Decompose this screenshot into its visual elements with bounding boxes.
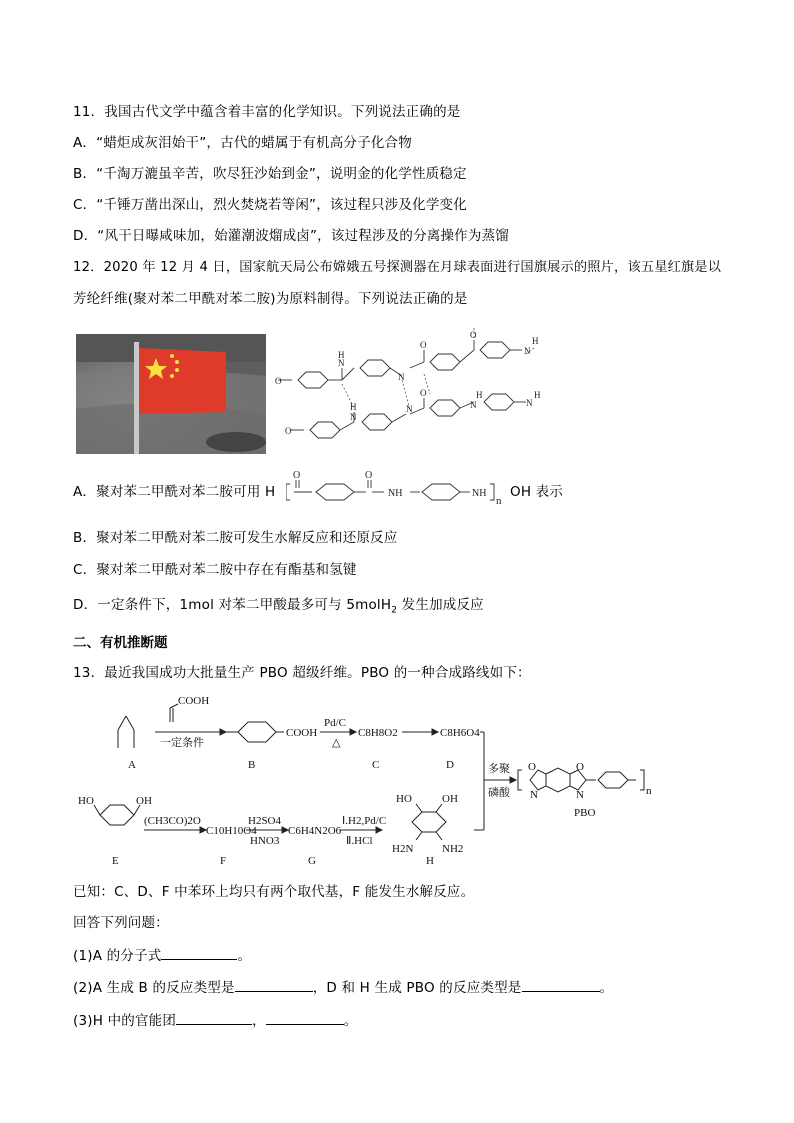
answer-blank-1[interactable] [161, 945, 237, 960]
scheme-ac2o: (CH3CO)2O [144, 815, 201, 827]
label-f: F [220, 855, 227, 867]
label-g: G [308, 855, 316, 867]
q12-option-b: B．聚对苯二甲酰对苯二胺可发生水解反应和还原反应 [73, 530, 398, 546]
q12-option-d [73, 595, 484, 621]
scheme-f-formula: C10H10O4 [206, 825, 257, 837]
struct-h-3: H [350, 402, 357, 412]
scheme-h2so4: H2SO4 [248, 815, 282, 827]
q13-part3-post: 。 [343, 1013, 358, 1029]
poly-o-1: O [293, 470, 301, 481]
answer-blank-4[interactable] [176, 1010, 252, 1025]
struct-n-2: N [398, 372, 405, 382]
scheme-h-oh: OH [442, 793, 458, 805]
struct-n-4: N [350, 412, 357, 422]
struct-n-3: N [524, 346, 531, 356]
pbo-synthesis-scheme [70, 690, 710, 870]
q13-part3 [73, 1010, 357, 1031]
q12-stem-line1: 12．2020 年 12 月 4 日，国家航天局公布嫦娥五号探测器在月球表面进行国旗展示的照片，该五星红旗是以 [73, 260, 722, 275]
q12-option-a-post: OH 表示 [510, 484, 564, 500]
label-h: H [426, 855, 434, 867]
q13-stem: 13．最近我国成功大批量生产 PBO 超级纤维。PBO 的一种合成路线如下： [73, 665, 531, 681]
scheme-g-formula: C6H4N2O6 [288, 825, 342, 837]
q12-option-d-sub: 2 [391, 605, 398, 616]
scheme-b-cooh: COOH [286, 727, 318, 739]
scheme-pbo-n: n [646, 785, 652, 797]
scheme-polyacid1: 多聚 [488, 762, 510, 775]
q12-option-a-pre: A．聚对苯二甲酰对苯二胺可用 H [73, 484, 276, 500]
answer-blank-2[interactable] [235, 977, 313, 992]
scheme-e-ho: HO [78, 795, 94, 807]
scheme-pdc: Pd/C [324, 717, 347, 729]
scheme-d-formula: C8H6O4 [440, 727, 480, 739]
struct-n-7: N [526, 398, 533, 408]
q13-part2-post: 。 [599, 980, 614, 996]
struct-h-2: H [532, 336, 539, 346]
scheme-step1: Ⅰ.H2,Pd/C [342, 815, 387, 827]
q12-stem-line2: 芳纶纤维(聚对苯二甲酰对苯二胺)为原料制得。下列说法正确的是 [73, 291, 468, 307]
scheme-c-formula: C8H8O2 [358, 727, 398, 739]
scheme-cooh: COOH [178, 695, 210, 707]
struct-n-1: N [338, 358, 345, 368]
q13-part1-post: 。 [237, 948, 252, 964]
scheme-pbo-n2: N [576, 789, 584, 801]
struct-o-5: O [285, 426, 292, 436]
q13-part3-pre: (3)H 中的官能团 [73, 1013, 177, 1029]
struct-n-5: N [406, 404, 413, 414]
struct-o-3: O [470, 330, 477, 340]
label-d: D [446, 759, 454, 771]
struct-o-4: O [420, 388, 427, 398]
q13-answer-intro: 回答下列问题： [73, 915, 169, 931]
q13-part1-pre: (1)A 的分子式 [73, 948, 162, 964]
q13-known: 已知：C、D、F 中苯环上均只有两个取代基，F 能发生水解反应。 [73, 884, 475, 900]
label-a: A [128, 759, 136, 771]
scheme-pbo-o1: O [528, 761, 536, 773]
aramid-hydrogen-bond-structure [270, 318, 550, 458]
poly-nh-2: NH [472, 488, 487, 499]
scheme-pbo-n1: N [530, 789, 538, 801]
label-pbo: PBO [574, 807, 596, 819]
q11-option-c: C．“千锤万凿出深山，烈火焚烧若等闲”，该过程只涉及化学变化 [73, 197, 467, 213]
poly-n: n [496, 495, 502, 507]
q11-option-b: B．“千淘万漉虽辛苦，吹尽狂沙始到金”，说明金的化学性质稳定 [73, 166, 467, 182]
scheme-hno3: HNO3 [250, 835, 280, 847]
q13-part2-mid: ，D 和 H 生成 PBO 的反应类型是 [312, 980, 522, 996]
q13-part3-mid: ， [252, 1013, 266, 1029]
scheme-e-oh: OH [136, 795, 152, 807]
answer-blank-5[interactable] [266, 1010, 344, 1025]
scheme-step2: Ⅱ.HCl [346, 835, 373, 847]
q12-option-c: C．聚对苯二甲酰对苯二胺中存在有酯基和氢键 [73, 562, 357, 578]
q12-option-d-pre: D．一定条件下，1mol 对苯二甲酸最多可与 5molH [73, 597, 392, 613]
q11-option-a: A．“蜡炬成灰泪始干”，古代的蜡属于有机高分子化合物 [73, 135, 412, 151]
q13-part2-pre: (2)A 生成 B 的反应类型是 [73, 980, 235, 996]
q11-stem: 11．我国古代文学中蕴含着丰富的化学知识。下列说法正确的是 [73, 104, 461, 120]
label-e: E [112, 855, 119, 867]
poly-o-2: O [365, 470, 373, 481]
struct-h-1: H [338, 350, 345, 360]
moon-flag-photo [76, 334, 266, 454]
scheme-polyacid2: 磷酸 [488, 786, 510, 799]
label-b: B [248, 759, 256, 771]
struct-h-4: H [476, 390, 483, 400]
struct-o-2: O [420, 340, 427, 350]
answer-blank-3[interactable] [522, 977, 600, 992]
q12-option-a-text [73, 482, 275, 502]
scheme-cond1: 一定条件 [160, 736, 204, 749]
aramid-repeat-unit-formula [286, 466, 512, 512]
q13-part2 [73, 977, 613, 998]
q11-option-d: D．“风干日曝咸味加，始灌潮波熘成卤”，该过程涉及的分离操作为蒸馏 [73, 228, 509, 244]
scheme-heat: △ [332, 737, 341, 749]
struct-o-1: O [275, 376, 282, 386]
struct-h-5: H [534, 390, 541, 400]
scheme-h-nh2: NH2 [442, 843, 464, 855]
struct-n-6: N [470, 400, 477, 410]
scheme-h-ho: HO [396, 793, 412, 805]
q12-option-d-post: 发生加成反应 [397, 597, 484, 613]
scheme-h-h2n: H2N [392, 843, 414, 855]
q13-part1 [73, 945, 251, 966]
section-heading: 二、有机推断题 [73, 635, 168, 651]
label-c: C [372, 759, 380, 771]
scheme-pbo-o2: O [576, 761, 584, 773]
poly-nh-1: NH [388, 488, 403, 499]
